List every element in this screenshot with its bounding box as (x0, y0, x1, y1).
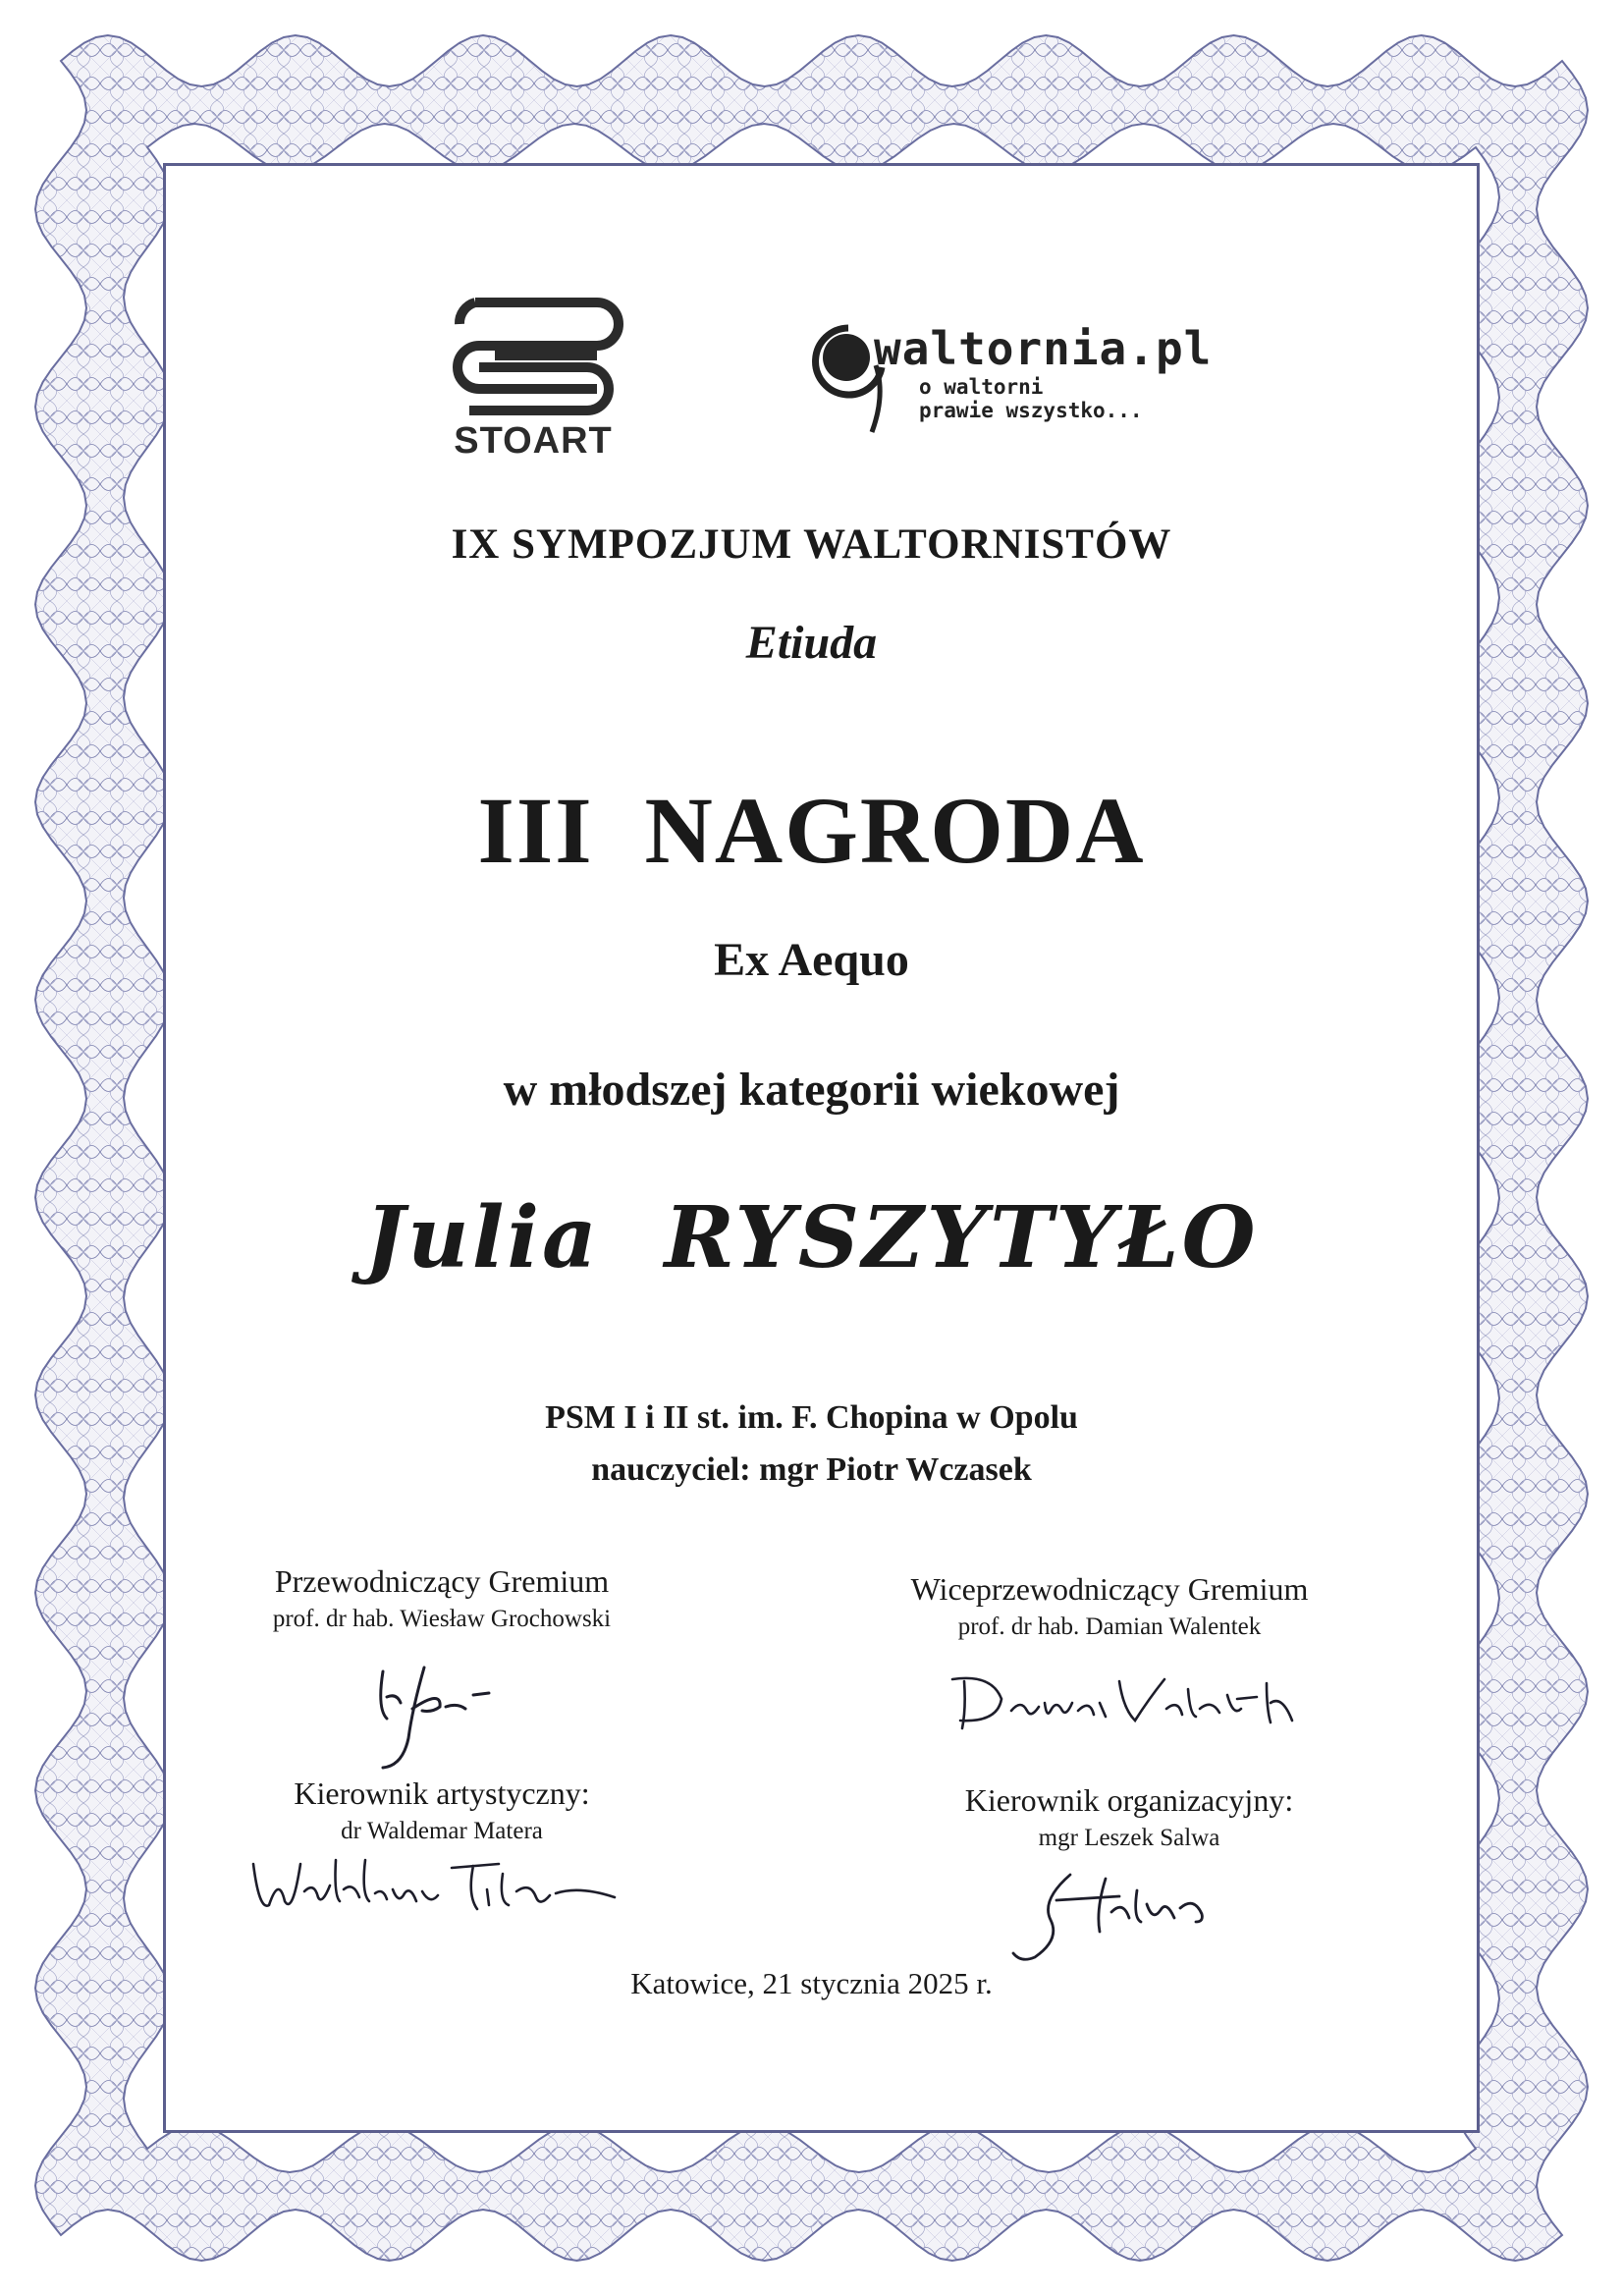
signatory-person: prof. dr hab. Damian Walentek (957, 1613, 1262, 1640)
school-name: PSM I i II st. im. F. Chopina w Opolu (545, 1399, 1078, 1436)
signatory-role: Przewodniczący Gremium (274, 1563, 610, 1599)
event-title: IX SYMPOZJUM WALTORNISTÓW (451, 521, 1172, 568)
signature-organizational-director-icon (1001, 1861, 1237, 1969)
competition-category: Etiuda (745, 617, 878, 669)
waltornia-tagline (919, 375, 1143, 422)
signatory-artistic-director (216, 1776, 668, 1845)
recipient-name: Julia RYSZYTYŁO (364, 1188, 1259, 1287)
signatory-vice-chair (874, 1571, 1345, 1641)
signatory-role: Wiceprzewodniczący Gremium (910, 1571, 1309, 1607)
teacher-name: nauczyciel: mgr Piotr Wczasek (591, 1451, 1032, 1488)
waltornia-wordmark: waltornia.pl (874, 322, 1213, 375)
stoart-logo (440, 293, 626, 460)
signatory-person: dr Waldemar Matera (341, 1818, 543, 1844)
stoart-mark-icon (440, 293, 626, 418)
signatory-organizational-director (913, 1782, 1345, 1852)
waltornia-logo (803, 316, 1216, 444)
award-title: III NAGRODA (477, 778, 1146, 883)
signatory-person: prof. dr hab. Wiesław Grochowski (272, 1606, 612, 1632)
signatory-chair (216, 1563, 668, 1633)
tagline-line-1: o waltorni (919, 375, 1044, 399)
signature-artistic-director-icon (245, 1846, 628, 1935)
age-category: w młodszej kategorii wiekowej (503, 1064, 1120, 1116)
signature-vice-chair-icon (943, 1660, 1306, 1748)
signatory-role: Kierownik artystyczny: (294, 1776, 590, 1811)
signature-chair-icon (363, 1650, 511, 1777)
signatory-person: mgr Leszek Salwa (1038, 1825, 1220, 1851)
award-note: Ex Aequo (714, 934, 909, 986)
signatory-role: Kierownik organizacyjny: (964, 1782, 1294, 1818)
tagline-line-2: prawie wszystko... (919, 399, 1143, 422)
place-and-date: Katowice, 21 stycznia 2025 r. (630, 1966, 993, 2000)
stoart-wordmark: STOART (454, 420, 613, 462)
